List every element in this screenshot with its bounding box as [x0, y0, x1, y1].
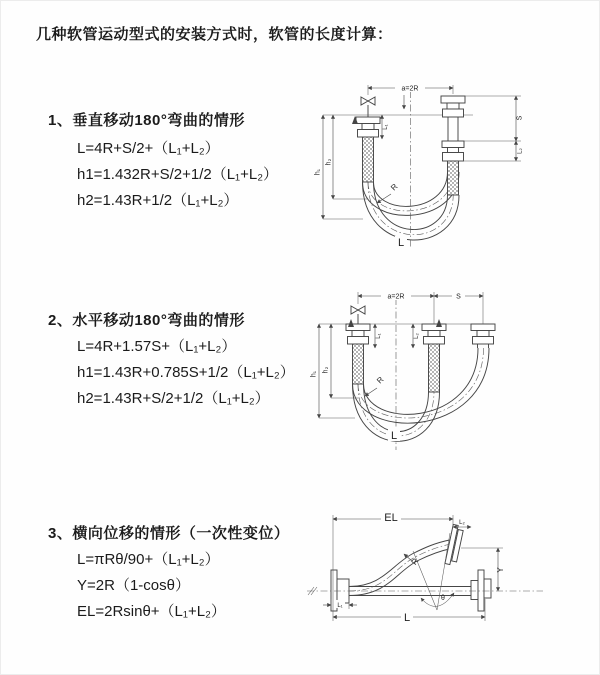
label-top-span: a=2R	[401, 85, 419, 93]
diagram-horizontal-180-bend	[307, 282, 579, 454]
label-top-span: a=2R	[387, 293, 405, 301]
label-l2: L₂	[517, 148, 524, 154]
valve-icon	[351, 306, 365, 324]
label-h2: h₂	[325, 158, 333, 166]
hose-u-shape	[353, 348, 490, 441]
label-s: S	[456, 293, 461, 301]
section-1-formula-L: L=4R+S/2+（L₁+L₂）	[77, 140, 220, 157]
page-title: 几种软管运动型式的安装方式时，软管的长度计算：	[36, 26, 393, 43]
section-1-formula-h1: h1=1.432R+S/2+1/2（L₁+L₂）	[77, 166, 279, 183]
diagram-lateral-displacement	[303, 503, 595, 665]
right-flange	[471, 570, 491, 611]
label-theta: θ	[441, 595, 445, 602]
label-length: L	[397, 237, 405, 249]
section-1-formula-h2: h2=1.43R+1/2（L₁+L₂）	[77, 192, 239, 209]
label-radius: R	[409, 556, 421, 567]
label-y: Y	[496, 567, 505, 573]
label-l2: L₂	[459, 520, 465, 526]
section-3-formula-EL: EL=2Rsinθ+（L₁+L₂）	[77, 603, 226, 620]
label-h1: h₁	[310, 370, 318, 378]
valve-icon	[361, 97, 375, 117]
section-3-formula-L: L=πRθ/90+（L₁+L₂）	[77, 551, 220, 568]
section-3-formula-Y: Y=2R（1-cosθ）	[77, 577, 190, 594]
label-h1: h₁	[314, 168, 322, 176]
displaced-hose	[349, 540, 452, 596]
diagram-vertical-180-bend	[311, 77, 541, 253]
middle-flange	[422, 324, 446, 344]
dimension-lines	[323, 515, 503, 621]
label-s: S	[516, 115, 524, 121]
left-braided-section	[353, 344, 364, 384]
right-flange-upper	[441, 96, 465, 117]
label-l1: L₁	[337, 603, 343, 609]
label-h2: h₂	[322, 366, 330, 374]
dimension-lines	[319, 292, 483, 418]
section-1-heading: 1、垂直移动180°弯曲的情形	[48, 112, 245, 129]
section-2-heading: 2、水平移动180°弯曲的情形	[48, 312, 245, 329]
label-length: L	[403, 612, 411, 624]
section-2-formula-L: L=4R+1.57S+（L₁+L₂）	[77, 338, 237, 355]
label-radius: R	[389, 182, 400, 193]
label-radius: R	[375, 375, 386, 386]
right-flange	[471, 324, 495, 344]
middle-braided-section	[429, 344, 440, 392]
label-length: L	[390, 430, 398, 442]
section-2-formula-h1: h1=1.43R+0.785S+1/2（L₁+L₂）	[77, 364, 295, 381]
right-flange-lower	[442, 141, 464, 161]
left-flange	[356, 117, 380, 137]
label-l1: L₁	[383, 124, 389, 130]
label-el: EL	[384, 512, 398, 524]
label-l2: L₂	[414, 333, 420, 339]
dimension-lines	[323, 85, 521, 219]
left-braided-section	[363, 137, 374, 182]
section-3-heading: 3、横向位移的情形（一次性变位）	[48, 525, 290, 542]
section-2-formula-h2: h2=1.43R+S/2+1/2（L₁+L₂）	[77, 390, 270, 407]
label-l1: L₁	[376, 333, 382, 339]
right-braided-section	[448, 161, 459, 195]
